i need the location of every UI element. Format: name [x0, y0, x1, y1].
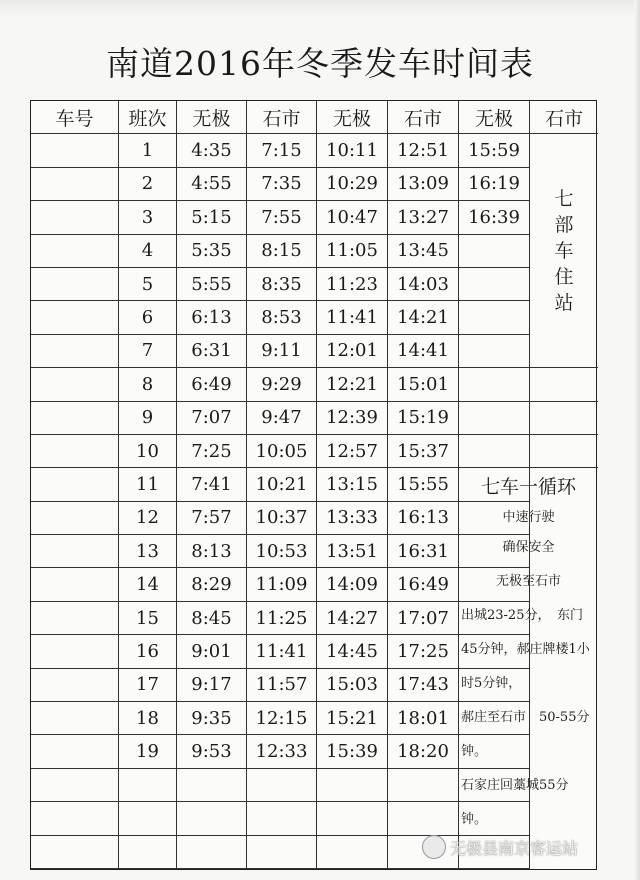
run-number — [119, 836, 177, 869]
departure-time — [459, 268, 530, 301]
departure-time: 15:01 — [388, 368, 459, 401]
departure-time: 13:15 — [317, 468, 388, 501]
loop-note-line: 钟。 — [461, 812, 488, 828]
vehicle-cell — [31, 669, 119, 702]
column-header: 无极 — [317, 101, 388, 134]
run-number: 9 — [119, 402, 177, 435]
departure-time — [459, 368, 530, 401]
departure-time: 8:35 — [247, 268, 317, 301]
departure-time — [177, 836, 247, 869]
departure-time: 9:17 — [177, 669, 247, 702]
departure-time: 7:25 — [177, 435, 247, 468]
scan-right-shadow — [634, 0, 640, 880]
departure-time — [247, 836, 317, 869]
run-number: 13 — [119, 535, 177, 568]
watermark-text: 无极县南京客运站 — [450, 838, 579, 858]
departure-time: 9:01 — [177, 635, 247, 668]
run-number: 10 — [119, 435, 177, 468]
run-number: 14 — [119, 568, 177, 601]
departure-time — [459, 335, 530, 368]
wechat-logo-icon — [422, 835, 446, 859]
departure-time: 8:29 — [177, 568, 247, 601]
vehicle-cell — [31, 402, 119, 435]
loop-note-line: 石家庄回藁城55分 — [461, 778, 569, 794]
departure-time — [177, 802, 247, 835]
departure-time — [388, 802, 459, 835]
vehicle-cell — [31, 735, 119, 768]
page-title: 南道2016年冬季发车时间表 — [106, 44, 534, 83]
departure-time: 8:53 — [247, 301, 317, 334]
departure-time: 11:57 — [247, 669, 317, 702]
departure-time: 18:20 — [388, 735, 459, 768]
departure-time: 15:37 — [388, 435, 459, 468]
departure-time — [459, 301, 530, 334]
vehicle-cell — [31, 802, 119, 835]
station-note-char: 部 — [554, 214, 574, 237]
empty-cell — [530, 435, 598, 468]
departure-time: 14:21 — [388, 301, 459, 334]
vehicle-cell — [31, 602, 119, 635]
departure-time: 13:45 — [388, 235, 459, 268]
run-number: 17 — [119, 669, 177, 702]
departure-time: 9:11 — [247, 335, 317, 368]
departure-time: 7:15 — [247, 134, 317, 167]
vehicle-cell — [31, 502, 119, 535]
run-number: 6 — [119, 301, 177, 334]
run-number: 1 — [119, 134, 177, 167]
departure-time — [388, 769, 459, 802]
column-header: 无极 — [177, 101, 247, 134]
station-note-char: 车 — [554, 240, 574, 263]
column-header: 石市 — [247, 101, 317, 134]
departure-time: 5:15 — [177, 201, 247, 234]
departure-time: 15:21 — [317, 702, 388, 735]
departure-time: 12:01 — [317, 335, 388, 368]
departure-time — [317, 802, 388, 835]
departure-time: 14:41 — [388, 335, 459, 368]
loop-note-line: 确保安全 — [502, 540, 555, 556]
departure-time: 4:55 — [177, 168, 247, 201]
departure-time: 15:03 — [317, 669, 388, 702]
departure-time: 14:09 — [317, 568, 388, 601]
timetable — [30, 100, 597, 870]
run-number: 7 — [119, 335, 177, 368]
departure-time: 12:39 — [317, 402, 388, 435]
run-number: 15 — [119, 602, 177, 635]
departure-time: 16:19 — [459, 168, 530, 201]
departure-time: 10:21 — [247, 468, 317, 501]
empty-cell — [530, 368, 598, 401]
station-note — [530, 134, 598, 368]
column-header: 无极 — [459, 101, 530, 134]
departure-time: 5:55 — [177, 268, 247, 301]
run-number — [119, 802, 177, 835]
departure-time: 16:31 — [388, 535, 459, 568]
departure-time: 9:47 — [247, 402, 317, 435]
departure-time — [317, 836, 388, 869]
departure-time: 9:53 — [177, 735, 247, 768]
column-header: 石市 — [388, 101, 459, 134]
departure-time: 8:13 — [177, 535, 247, 568]
departure-time: 12:21 — [317, 368, 388, 401]
departure-time: 7:41 — [177, 468, 247, 501]
departure-time: 11:23 — [317, 268, 388, 301]
departure-time: 6:31 — [177, 335, 247, 368]
departure-time — [459, 435, 530, 468]
run-number: 3 — [119, 201, 177, 234]
departure-time: 16:39 — [459, 201, 530, 234]
departure-time: 7:55 — [247, 201, 317, 234]
run-number: 19 — [119, 735, 177, 768]
vehicle-cell — [31, 435, 119, 468]
departure-time: 6:49 — [177, 368, 247, 401]
departure-time: 15:39 — [317, 735, 388, 768]
loop-note-line: 出城23-25分， 东门 — [461, 608, 583, 624]
departure-time: 13:51 — [317, 535, 388, 568]
loop-note-heading: 七车一循环 — [480, 476, 576, 499]
departure-time: 14:27 — [317, 602, 388, 635]
departure-time: 5:35 — [177, 235, 247, 268]
departure-time: 9:35 — [177, 702, 247, 735]
run-number: 2 — [119, 168, 177, 201]
vehicle-cell — [31, 335, 119, 368]
departure-time: 10:53 — [247, 535, 317, 568]
departure-time: 12:51 — [388, 134, 459, 167]
scan-top-shadow — [0, 0, 640, 18]
run-number: 16 — [119, 635, 177, 668]
station-note-char: 站 — [554, 292, 574, 315]
run-number: 11 — [119, 468, 177, 501]
loop-note-line: 中速行驶 — [502, 510, 555, 526]
departure-time: 18:01 — [388, 702, 459, 735]
departure-time: 17:43 — [388, 669, 459, 702]
departure-time: 10:37 — [247, 502, 317, 535]
vehicle-cell — [31, 635, 119, 668]
vehicle-cell — [31, 268, 119, 301]
column-header: 班次 — [119, 101, 177, 134]
departure-time: 10:47 — [317, 201, 388, 234]
departure-time — [247, 802, 317, 835]
run-number: 12 — [119, 502, 177, 535]
station-note-char: 七 — [554, 188, 574, 211]
departure-time: 13:09 — [388, 168, 459, 201]
departure-time: 4:35 — [177, 134, 247, 167]
departure-time: 11:41 — [247, 635, 317, 668]
empty-cell — [530, 402, 598, 435]
loop-note — [459, 468, 598, 869]
run-number: 8 — [119, 368, 177, 401]
departure-time: 7:57 — [177, 502, 247, 535]
watermark — [422, 832, 632, 862]
departure-time: 17:07 — [388, 602, 459, 635]
vehicle-cell — [31, 836, 119, 869]
departure-time — [459, 235, 530, 268]
loop-note-line: 钟。 — [461, 744, 488, 760]
departure-time: 12:33 — [247, 735, 317, 768]
departure-time: 9:29 — [247, 368, 317, 401]
departure-time: 12:57 — [317, 435, 388, 468]
departure-time: 11:05 — [317, 235, 388, 268]
departure-time: 10:11 — [317, 134, 388, 167]
vehicle-cell — [31, 702, 119, 735]
vehicle-cell — [31, 468, 119, 501]
vehicle-cell — [31, 134, 119, 167]
departure-time: 10:29 — [317, 168, 388, 201]
loop-note-line: 郝庄至石市 50-55分 — [461, 710, 590, 726]
vehicle-cell — [31, 535, 119, 568]
departure-time: 7:35 — [247, 168, 317, 201]
departure-time — [247, 769, 317, 802]
departure-time: 7:07 — [177, 402, 247, 435]
departure-time: 6:13 — [177, 301, 247, 334]
station-note-char: 住 — [554, 266, 574, 289]
run-number: 18 — [119, 702, 177, 735]
departure-time: 8:15 — [247, 235, 317, 268]
vehicle-cell — [31, 235, 119, 268]
vehicle-cell — [31, 568, 119, 601]
departure-time: 15:59 — [459, 134, 530, 167]
vehicle-cell — [31, 368, 119, 401]
departure-time: 11:25 — [247, 602, 317, 635]
departure-time: 14:03 — [388, 268, 459, 301]
vehicle-cell — [31, 168, 119, 201]
column-header: 石市 — [530, 101, 598, 134]
departure-time: 12:15 — [247, 702, 317, 735]
run-number: 4 — [119, 235, 177, 268]
vehicle-cell — [31, 301, 119, 334]
departure-time: 14:45 — [317, 635, 388, 668]
departure-time: 10:05 — [247, 435, 317, 468]
departure-time: 16:49 — [388, 568, 459, 601]
departure-time: 11:09 — [247, 568, 317, 601]
departure-time: 8:45 — [177, 602, 247, 635]
departure-time — [317, 769, 388, 802]
departure-time: 16:13 — [388, 502, 459, 535]
loop-note-line: 时5分钟， — [461, 676, 522, 692]
column-header: 车号 — [31, 101, 119, 134]
departure-time: 15:55 — [388, 468, 459, 501]
departure-time: 15:19 — [388, 402, 459, 435]
departure-time: 11:41 — [317, 301, 388, 334]
loop-note-line: 无极至石市 — [495, 574, 561, 590]
run-number: 5 — [119, 268, 177, 301]
departure-time — [177, 769, 247, 802]
loop-note-line: 45分钟，郝庄牌楼1小 — [461, 642, 590, 658]
vehicle-cell — [31, 769, 119, 802]
vehicle-cell — [31, 201, 119, 234]
departure-time: 13:33 — [317, 502, 388, 535]
departure-time — [459, 402, 530, 435]
departure-time: 17:25 — [388, 635, 459, 668]
run-number — [119, 769, 177, 802]
departure-time: 13:27 — [388, 201, 459, 234]
